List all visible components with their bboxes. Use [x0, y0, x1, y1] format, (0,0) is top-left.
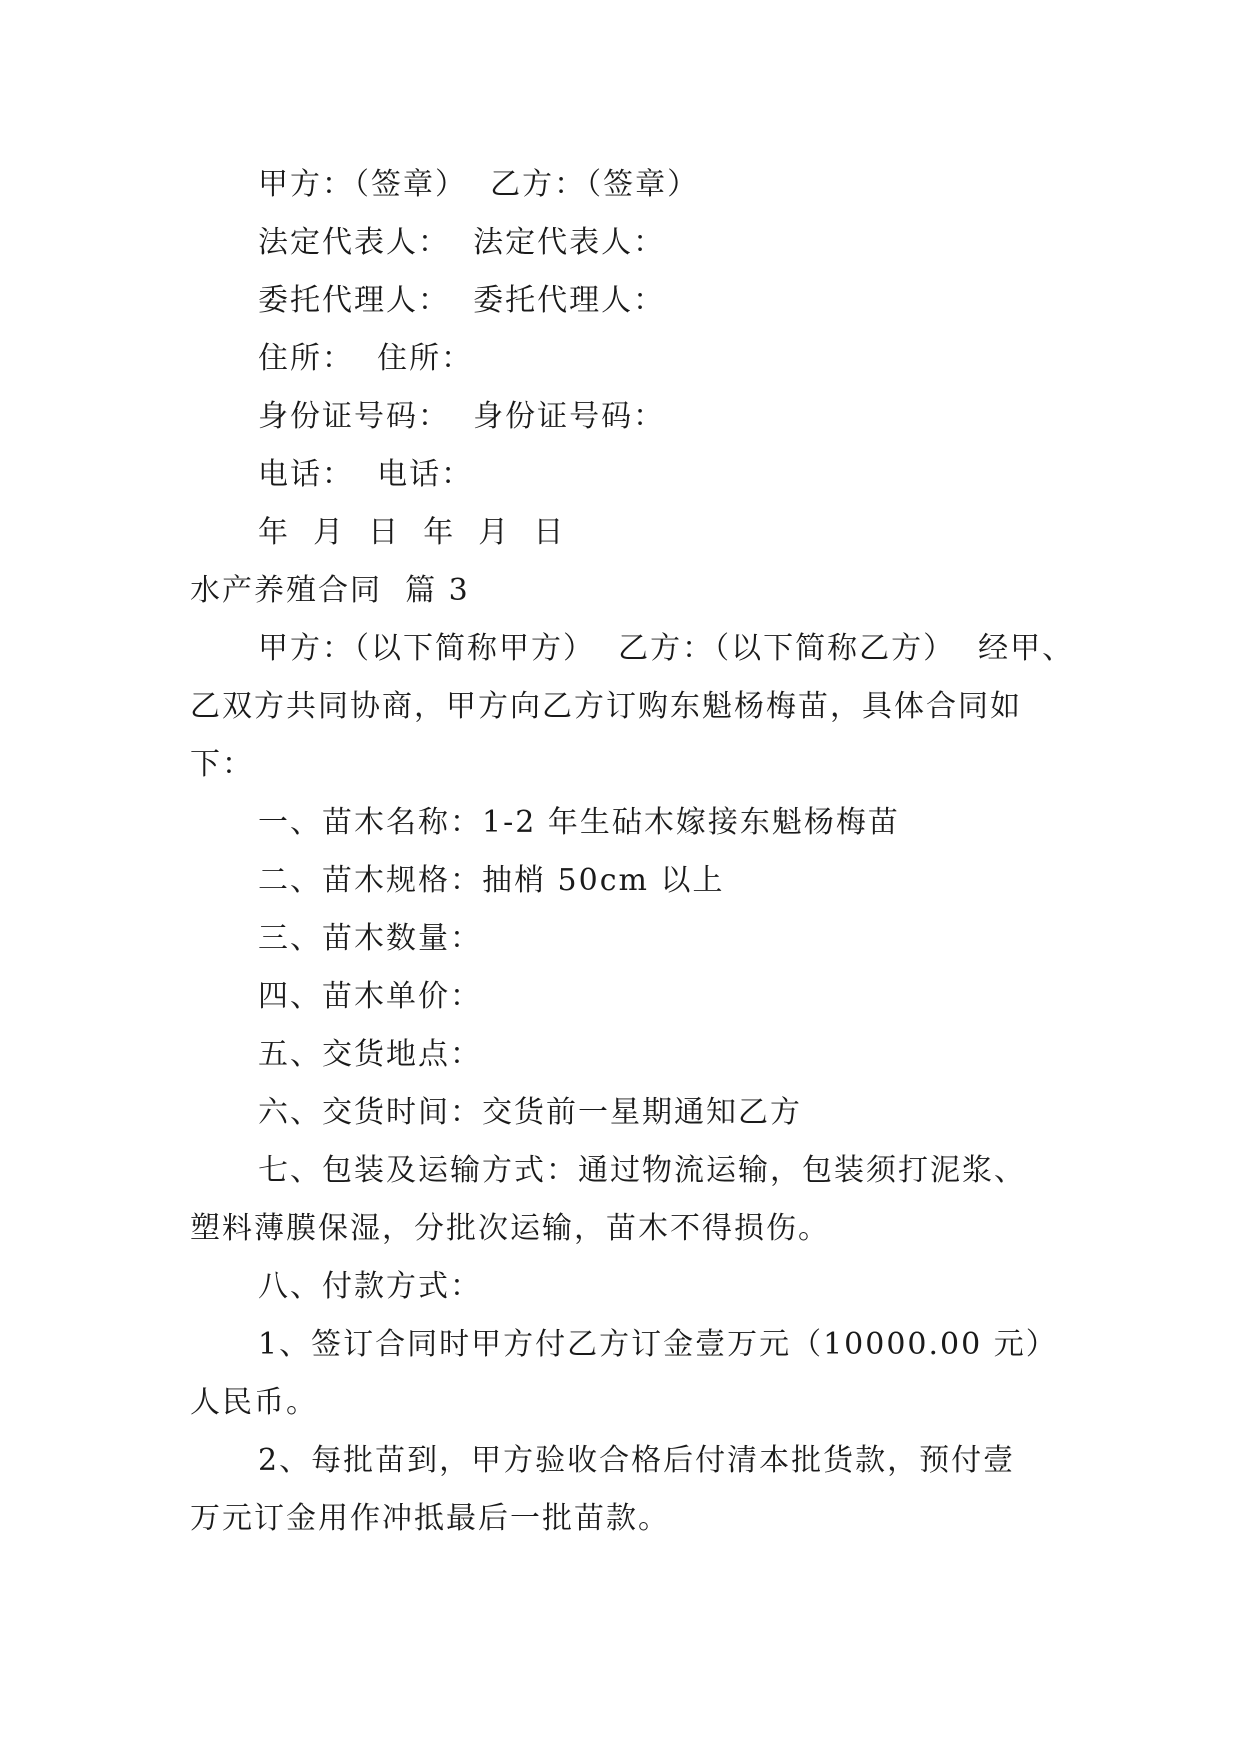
clause-payment-method: 八、付款方式：	[258, 1269, 482, 1304]
signature-seal-line: 甲方：（签章） 乙方：（签章）	[258, 167, 700, 202]
clause-unit-price: 四、苗木单价：	[258, 979, 482, 1014]
intro-line-3: 下：	[190, 747, 254, 782]
clause-delivery-time: 六、交货时间：交货前一星期通知乙方	[258, 1095, 802, 1130]
intro-line-1: 甲方：（以下简称甲方） 乙方：（以下简称乙方） 经甲、	[258, 631, 1075, 666]
clause-seedling-name: 一、苗木名称：1-2 年生砧木嫁接东魁杨梅苗	[258, 805, 900, 840]
date-line: 年 月 日 年 月 日	[258, 515, 566, 550]
authorized-agent-line: 委托代理人： 委托代理人：	[258, 283, 666, 318]
payment-item-1-line-2: 人民币。	[190, 1385, 318, 1420]
clause-seedling-spec: 二、苗木规格：抽梢 50cm 以上	[258, 863, 725, 898]
clause-packaging-line-1: 七、包装及运输方式：通过物流运输，包装须打泥浆、	[258, 1153, 1026, 1188]
payment-item-2-line-2: 万元订金用作冲抵最后一批苗款。	[190, 1501, 670, 1536]
clause-seedling-quantity: 三、苗木数量：	[258, 921, 482, 956]
address-line: 住所： 住所：	[258, 341, 474, 376]
payment-item-1-line-1: 1、签订合同时甲方付乙方订金壹万元（10000.00 元）	[258, 1327, 1058, 1362]
phone-line: 电话： 电话：	[258, 457, 474, 492]
payment-item-2-line-1: 2、每批苗到，甲方验收合格后付清本批货款，预付壹	[258, 1443, 1016, 1478]
intro-line-2: 乙双方共同协商，甲方向乙方订购东魁杨梅苗，具体合同如	[190, 689, 1022, 724]
clause-delivery-location: 五、交货地点：	[258, 1037, 482, 1072]
section-title: 水产养殖合同 篇 3	[190, 573, 470, 608]
id-number-line: 身份证号码： 身份证号码：	[258, 399, 666, 434]
clause-packaging-line-2: 塑料薄膜保湿，分批次运输，苗木不得损伤。	[190, 1211, 830, 1246]
legal-representative-line: 法定代表人： 法定代表人：	[258, 225, 666, 260]
